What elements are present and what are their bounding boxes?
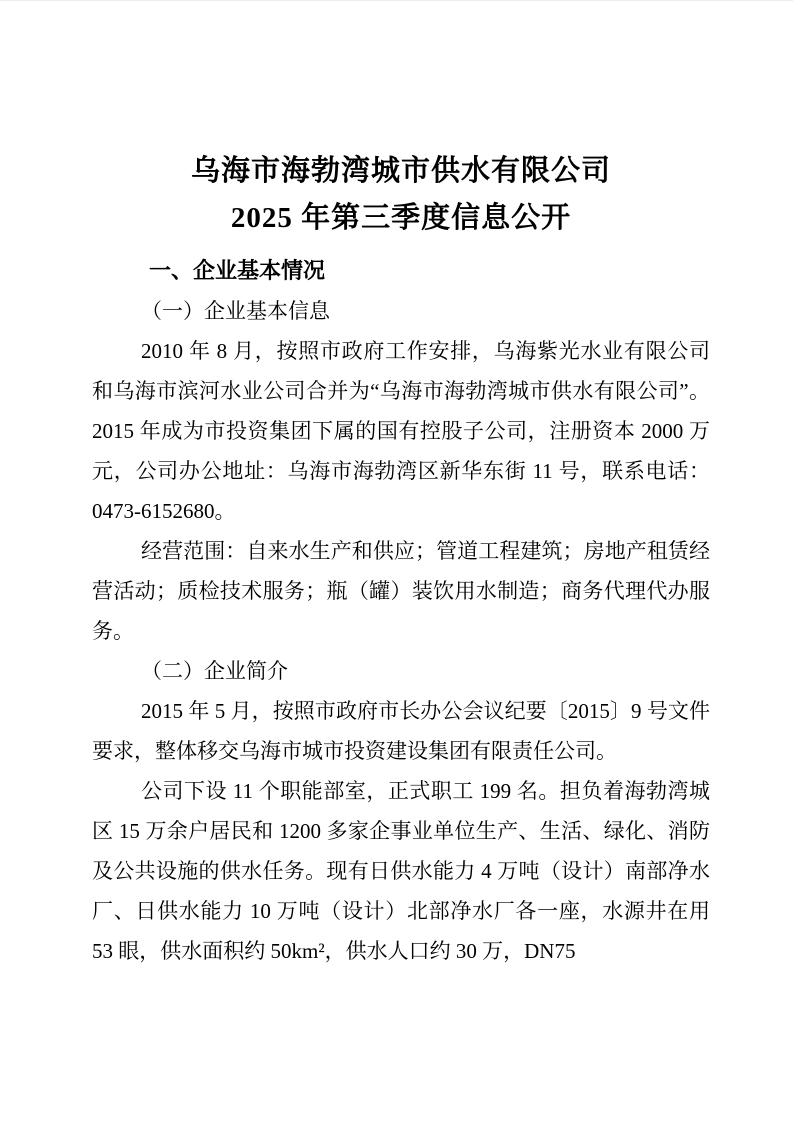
document-title-line2: 2025 年第三季度信息公开 (230, 202, 572, 234)
paragraph-operations-overview: 公司下设 11 个职能部室，正式职工 199 名。担负着海勃湾城区 15 万余户居民和 1200 多家企事业单位生产、生活、绿化、消防及公共设施的供水任务。现有日供水能力 4 万吨（设计）南部净水厂、日供水能力 10 万吨（设计）北部净水厂各一座，水源井在用 53 眼，供水面积约 50km²，供水人口约 30 万，DN75 (92, 779, 710, 963)
document-body (92, 251, 710, 971)
paragraph-business-scope: 经营范围：自来水生产和供应；管道工程建筑；房地产租赁经营活动；质检技术服务；瓶（罐）装饮用水制造；商务代理代办服务。 (92, 539, 710, 643)
document-title (92, 148, 710, 242)
paragraph-company-history: 2010 年 8 月，按照市政府工作安排，乌海紫光水业有限公司和乌海市滨河水业公司合并为“乌海市海勃湾城市供水有限公司”。2015 年成为市投资集团下属的国有控股子公司，注册资本 2000 万元，公司办公地址：乌海市海勃湾区新华东街 11 号，联系电话：0473-6152680。 (92, 339, 710, 523)
paragraph-group-transfer: 2015 年 5 月，按照市政府市长办公会议纪要〔2015〕9 号文件要求，整体移交乌海市城市投资建设集团有限责任公司。 (92, 699, 710, 763)
section-heading-basic-situation: 一、企业基本情况 (149, 258, 326, 283)
subsection-heading-company-profile: （二）企业简介 (141, 659, 288, 683)
document-title-line1: 乌海市海勃湾城市供水有限公司 (190, 155, 611, 187)
subsection-heading-basic-info: （一）企业基本信息 (141, 299, 330, 323)
